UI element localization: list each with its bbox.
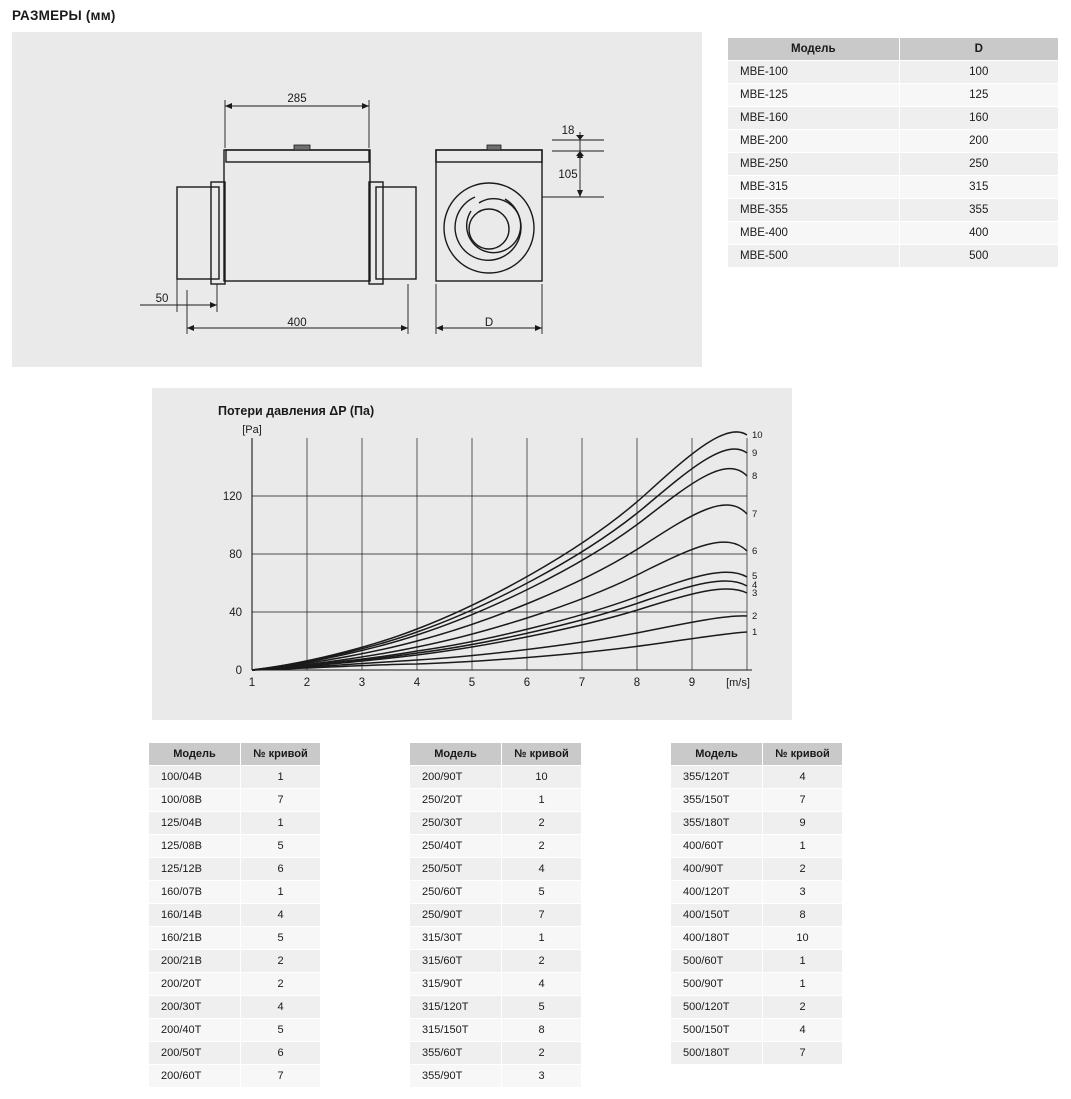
cell-model: 250/30T: [410, 812, 502, 835]
dim-label-400: 400: [287, 317, 307, 329]
table-row: [728, 176, 1059, 199]
cell-curve: 4: [763, 766, 843, 789]
cell-curve: 5: [241, 1019, 321, 1042]
cell-model: 315/90T: [410, 973, 502, 996]
table-row: [410, 881, 582, 904]
cell-model: 400/60T: [671, 835, 763, 858]
curve-label-10: 10: [752, 430, 763, 441]
chart-title: Потери давления ΔP (Па): [218, 404, 375, 418]
cell-curve: 1: [502, 789, 582, 812]
cell-curve: 2: [502, 1042, 582, 1065]
cell-model: 500/180T: [671, 1042, 763, 1065]
table-row: [410, 1065, 582, 1088]
table-row: [671, 927, 843, 950]
table-row: [410, 927, 582, 950]
cell-model: 100/04B: [149, 766, 241, 789]
table-row: [410, 973, 582, 996]
cell-curve: 9: [763, 812, 843, 835]
column-header-d: D: [899, 38, 1058, 61]
cell-model: 500/120T: [671, 996, 763, 1019]
cell-curve: 8: [502, 1019, 582, 1042]
cell-curve: 2: [763, 858, 843, 881]
cell-model: 400/150T: [671, 904, 763, 927]
cell-model: 250/90T: [410, 904, 502, 927]
table-row: [728, 153, 1059, 176]
table-row: [728, 245, 1059, 268]
table-row: [149, 812, 321, 835]
dim-label-d: D: [484, 317, 494, 329]
curve-label-8: 8: [752, 471, 758, 482]
cell-d: 500: [899, 245, 1058, 268]
table-row: [728, 61, 1059, 84]
cell-model: 160/07B: [149, 881, 241, 904]
table-row: [410, 858, 582, 881]
cell-curve: 7: [241, 1065, 321, 1088]
cell-model: 125/12B: [149, 858, 241, 881]
cell-model: 160/21B: [149, 927, 241, 950]
cell-curve: 7: [763, 789, 843, 812]
cell-curve: 4: [763, 1019, 843, 1042]
table-row: [410, 1042, 582, 1065]
cell-curve: 2: [502, 950, 582, 973]
cell-curve: 1: [763, 950, 843, 973]
xtick-5: 5: [468, 677, 476, 689]
cell-model: MBE-500: [728, 245, 900, 268]
cell-model: 200/30T: [149, 996, 241, 1019]
cell-model: MBE-125: [728, 84, 900, 107]
table-row: [671, 904, 843, 927]
cell-model: MBE-100: [728, 61, 900, 84]
table-row: [410, 789, 582, 812]
cell-curve: 7: [763, 1042, 843, 1065]
cell-model: 400/90T: [671, 858, 763, 881]
cell-curve: 4: [241, 996, 321, 1019]
cell-model: MBE-400: [728, 222, 900, 245]
table-row: [149, 927, 321, 950]
cell-model: 250/60T: [410, 881, 502, 904]
table-header-row: [410, 743, 582, 766]
y-axis-label: [Pa]: [242, 424, 262, 436]
table-row: [728, 107, 1059, 130]
table-row: [728, 222, 1059, 245]
table-header-row: [671, 743, 843, 766]
cell-curve: 1: [502, 927, 582, 950]
cell-d: 315: [899, 176, 1058, 199]
table-row: [149, 904, 321, 927]
column-header-curve: № кривой: [763, 743, 843, 766]
cell-model: 200/60T: [149, 1065, 241, 1088]
table-row: [671, 1042, 843, 1065]
cell-curve: 7: [502, 904, 582, 927]
page-title: РАЗМЕРЫ (мм): [12, 8, 116, 23]
cell-model: 200/20T: [149, 973, 241, 996]
cell-curve: 7: [241, 789, 321, 812]
cell-curve: 2: [502, 812, 582, 835]
cell-model: MBE-160: [728, 107, 900, 130]
cell-curve: 8: [763, 904, 843, 927]
cell-curve: 4: [502, 973, 582, 996]
table-row: [149, 766, 321, 789]
cell-model: 250/20T: [410, 789, 502, 812]
table-header-row: [149, 743, 321, 766]
cell-model: 250/50T: [410, 858, 502, 881]
ytick-120: 120: [222, 491, 242, 503]
table-row: [410, 766, 582, 789]
pressure-loss-chart: [152, 388, 792, 720]
table-row: [149, 789, 321, 812]
table-row: [671, 858, 843, 881]
cell-curve: 3: [763, 881, 843, 904]
curve-table-1: [148, 742, 321, 1088]
cell-model: MBE-315: [728, 176, 900, 199]
xtick-7: 7: [578, 677, 586, 689]
curve-label-5: 5: [752, 571, 758, 582]
dim-label-285: 285: [287, 93, 307, 105]
curve-label-2: 2: [752, 611, 758, 622]
xtick-2: 2: [303, 677, 311, 689]
cell-curve: 1: [241, 881, 321, 904]
cell-curve: 5: [241, 927, 321, 950]
cell-model: 250/40T: [410, 835, 502, 858]
pressure-loss-chart-panel: [152, 388, 792, 720]
table-row: [149, 835, 321, 858]
table-row: [671, 766, 843, 789]
ytick-40: 40: [229, 607, 242, 619]
table-row: [149, 1042, 321, 1065]
column-header-model: Модель: [671, 743, 763, 766]
table-row: [728, 84, 1059, 107]
dimensions-panel: [12, 32, 702, 367]
cell-model: 315/60T: [410, 950, 502, 973]
table-row: [149, 996, 321, 1019]
column-header-model: Модель: [410, 743, 502, 766]
cell-model: 200/90T: [410, 766, 502, 789]
cell-d: 355: [899, 199, 1058, 222]
table-row: [149, 950, 321, 973]
xtick-3: 3: [358, 677, 366, 689]
table-row: [410, 835, 582, 858]
table-row: [410, 996, 582, 1019]
curve-label-3: 3: [752, 588, 758, 599]
table-row: [671, 835, 843, 858]
cell-d: 100: [899, 61, 1058, 84]
cell-curve: 6: [241, 1042, 321, 1065]
table-row: [149, 881, 321, 904]
cell-curve: 2: [763, 996, 843, 1019]
cell-model: 315/120T: [410, 996, 502, 1019]
table-row: [671, 881, 843, 904]
table-row: [671, 1019, 843, 1042]
cell-model: 125/08B: [149, 835, 241, 858]
cell-curve: 5: [502, 996, 582, 1019]
curve-label-9: 9: [752, 448, 758, 459]
cell-d: 400: [899, 222, 1058, 245]
ytick-80: 80: [229, 549, 242, 561]
table-row: [671, 950, 843, 973]
cell-curve: 10: [763, 927, 843, 950]
curve-label-1: 1: [752, 627, 758, 638]
table-row: [728, 130, 1059, 153]
table-row: [728, 199, 1059, 222]
table-row: [149, 973, 321, 996]
cell-model: 125/04B: [149, 812, 241, 835]
xtick-9: 9: [688, 677, 696, 689]
column-header-curve: № кривой: [502, 743, 582, 766]
table-row: [671, 789, 843, 812]
cell-curve: 1: [763, 835, 843, 858]
cell-curve: 1: [241, 766, 321, 789]
x-axis-label: [m/s]: [726, 677, 750, 689]
cell-model: 315/150T: [410, 1019, 502, 1042]
cell-model: MBE-355: [728, 199, 900, 222]
cell-model: 160/14B: [149, 904, 241, 927]
ytick-0: 0: [235, 665, 242, 677]
table-row: [410, 950, 582, 973]
cell-model: 355/120T: [671, 766, 763, 789]
table-row: [410, 904, 582, 927]
cell-curve: 4: [502, 858, 582, 881]
cell-model: 315/30T: [410, 927, 502, 950]
cell-model: 200/50T: [149, 1042, 241, 1065]
cell-curve: 2: [241, 950, 321, 973]
table-row: [149, 1065, 321, 1088]
cell-model: 500/90T: [671, 973, 763, 996]
cell-model: 355/180T: [671, 812, 763, 835]
cell-model: 100/08B: [149, 789, 241, 812]
cell-curve: 6: [241, 858, 321, 881]
cell-curve: 10: [502, 766, 582, 789]
xtick-6: 6: [523, 677, 531, 689]
cell-d: 125: [899, 84, 1058, 107]
cell-model: MBE-200: [728, 130, 900, 153]
column-header-model: Модель: [149, 743, 241, 766]
column-header-curve: № кривой: [241, 743, 321, 766]
cell-model: 400/120T: [671, 881, 763, 904]
cell-model: 200/21B: [149, 950, 241, 973]
dim-label-50: 50: [155, 293, 169, 305]
cell-curve: 1: [241, 812, 321, 835]
xtick-1: 1: [248, 677, 256, 689]
xtick-4: 4: [413, 677, 421, 689]
cell-curve: 1: [763, 973, 843, 996]
cell-d: 250: [899, 153, 1058, 176]
curve-label-7: 7: [752, 509, 758, 520]
table-row: [149, 1019, 321, 1042]
cell-model: 500/60T: [671, 950, 763, 973]
table-row: [671, 996, 843, 1019]
cell-model: 355/60T: [410, 1042, 502, 1065]
xtick-8: 8: [633, 677, 641, 689]
cell-curve: 4: [241, 904, 321, 927]
cell-d: 200: [899, 130, 1058, 153]
cell-d: 160: [899, 107, 1058, 130]
cell-curve: 2: [241, 973, 321, 996]
curve-table-2: [409, 742, 582, 1088]
table-row: [149, 858, 321, 881]
dim-label-105: 105: [558, 169, 578, 181]
table-row: [671, 973, 843, 996]
dimensions-drawing: [12, 32, 702, 367]
column-header-model: Модель: [728, 38, 900, 61]
model-diameter-table: [727, 37, 1059, 268]
table-row: [410, 1019, 582, 1042]
cell-curve: 2: [502, 835, 582, 858]
dim-label-18: 18: [561, 125, 575, 137]
table-row: [671, 812, 843, 835]
cell-model: 355/150T: [671, 789, 763, 812]
cell-curve: 5: [502, 881, 582, 904]
curve-label-6: 6: [752, 546, 758, 557]
curve-label-4: 4: [752, 580, 758, 591]
table-header-row: [728, 38, 1059, 61]
cell-curve: 5: [241, 835, 321, 858]
cell-model: 500/150T: [671, 1019, 763, 1042]
cell-curve: 3: [502, 1065, 582, 1088]
cell-model: 355/90T: [410, 1065, 502, 1088]
curve-table-3: [670, 742, 843, 1065]
table-row: [410, 812, 582, 835]
cell-model: MBE-250: [728, 153, 900, 176]
cell-model: 400/180T: [671, 927, 763, 950]
cell-model: 200/40T: [149, 1019, 241, 1042]
